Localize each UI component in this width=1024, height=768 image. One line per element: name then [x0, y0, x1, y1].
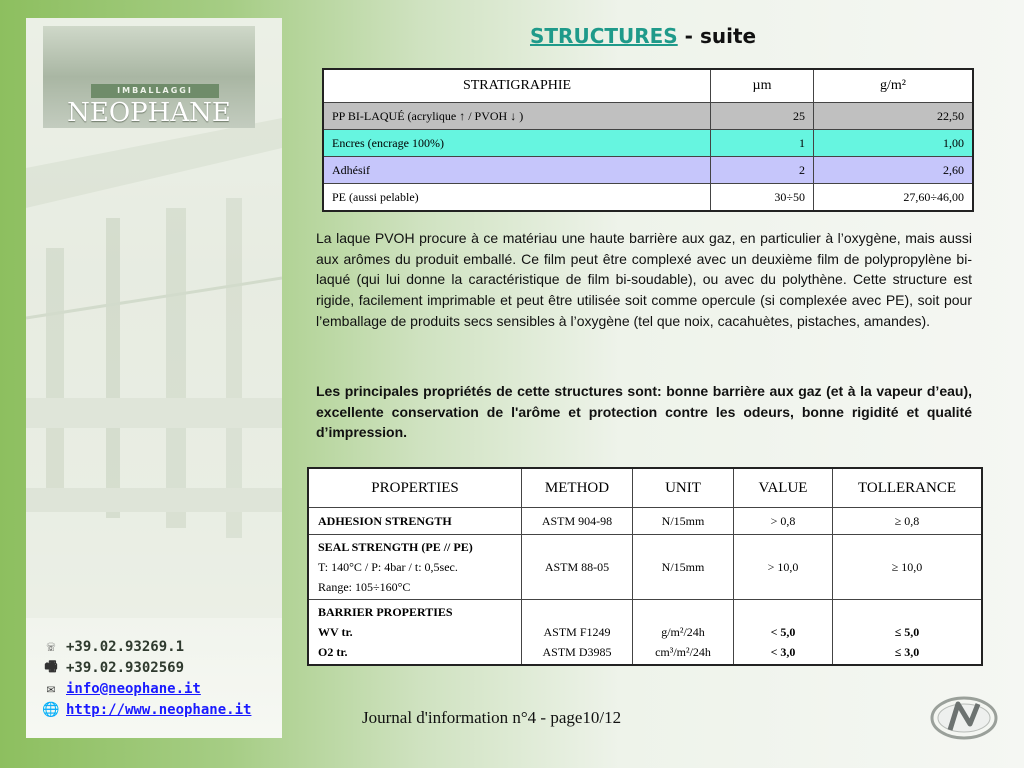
table-row: [323, 103, 973, 130]
logo-name: NEOPHANE: [67, 98, 231, 128]
contact-phone: [36, 636, 276, 657]
fax-number: +39.02.9302569: [66, 659, 185, 676]
layer-weight: 22,50: [814, 103, 974, 130]
layer-name: PP BI-LAQUÉ (acrylique ↑ / PVOH ↓ ): [323, 103, 711, 130]
left-sidebar-panel: [26, 18, 282, 738]
property-tolerance: ≥ 10,0: [833, 535, 983, 600]
seal-conditions: T: 140°C / P: 4bar / t: 0,5sec.: [318, 560, 458, 574]
property-tolerance: ≥ 0,8: [833, 508, 983, 535]
property-tolerance: [833, 600, 983, 666]
unit-header: UNIT: [633, 468, 734, 508]
wv-value: < 5,0: [770, 625, 796, 639]
layer-name: Encres (encrage 100%): [323, 130, 711, 157]
adhesion-label: ADHESION STRENGTH: [318, 514, 452, 528]
contact-block: [36, 636, 276, 720]
email-link[interactable]: info@neophane.it: [66, 680, 201, 697]
contact-website: [36, 699, 276, 720]
property-unit: N/15mm: [633, 535, 734, 600]
properties-header: PROPERTIES: [308, 468, 522, 508]
wv-tolerance: ≤ 5,0: [894, 625, 920, 639]
o2-unit: cm³/m²/24h: [655, 645, 711, 659]
properties-summary-paragraph: Les principales propriétés de cette structures sont: bonne barrière aux gaz (et à la vapeur d’eau), excellente conservation de l'arôme et protection contre les odeurs, bonne rigidité et qualité d’impression.: [316, 383, 972, 441]
method-header: METHOD: [522, 468, 633, 508]
tolerance-header: TOLLERANCE: [833, 468, 983, 508]
stratigraphy-header: STRATIGRAPHIE: [323, 69, 711, 103]
layer-name: Adhésif: [323, 157, 711, 184]
fax-icon: 🖷: [44, 658, 58, 675]
neophane-n-logo-icon: [928, 690, 1000, 746]
gram-header: g/m²: [814, 69, 974, 103]
wv-label: WV tr.: [318, 625, 353, 639]
micron-header: µm: [711, 69, 814, 103]
property-name: [308, 600, 522, 666]
layer-weight: 27,60÷46,00: [814, 184, 974, 212]
property-name: [308, 508, 522, 535]
table-row: [323, 130, 973, 157]
table-row: [308, 535, 982, 600]
contact-email: [36, 678, 276, 699]
barrier-label: BARRIER PROPERTIES: [318, 605, 453, 619]
o2-value: < 3,0: [770, 645, 796, 659]
seal-range: Range: 105÷160°C: [318, 580, 411, 594]
website-link[interactable]: http://www.neophane.it: [66, 701, 252, 718]
description-paragraph: La laque PVOH procure à ce matériau une haute barrière aux gaz, en particulier à l’oxygène, mais aussi aux arômes du produit emballé. Ce film peut être complexé avec un deuxième film de polypropylène bi-laqué (qui lui donne la caractéristique de film bi-soudable), ou avec du polythène. Cette structure est rigide, facilement imprimable et peut être utilisée soit comme opercule (si complexée avec PE), soit pour l’emballage de produits secs sensibles à l’oxygène (tel que noix, cacahuètes, pistaches, amandes).: [316, 230, 972, 329]
table-row: [308, 600, 982, 666]
globe-icon: 🌐: [42, 701, 60, 718]
property-method: [522, 600, 633, 666]
stratigraphy-table: [322, 68, 974, 212]
property-value: > 0,8: [734, 508, 833, 535]
phone-icon: ☏: [46, 638, 56, 655]
layer-thickness: 2: [711, 157, 814, 184]
property-name: [308, 535, 522, 600]
o2-tolerance: ≤ 3,0: [894, 645, 920, 659]
neophane-logo: [43, 26, 255, 128]
property-value: > 10,0: [734, 535, 833, 600]
value-header: VALUE: [734, 468, 833, 508]
table-row: [323, 184, 973, 212]
layer-thickness: 30÷50: [711, 184, 814, 212]
phone-number: +39.02.93269.1: [66, 638, 185, 655]
stratigraphy-header-row: [323, 69, 973, 103]
property-method: ASTM 88-05: [522, 535, 633, 600]
contact-fax: [36, 657, 276, 678]
property-unit: [633, 600, 734, 666]
o2-method: ASTM D3985: [542, 645, 612, 659]
table-row: [308, 508, 982, 535]
property-value: [734, 600, 833, 666]
logo-top-text: IMBALLAGGI: [117, 86, 193, 95]
properties-header-row: [308, 468, 982, 508]
table-row: [323, 157, 973, 184]
page-footer: Journal d'information n°4 - page10/12: [362, 708, 622, 727]
properties-table: [307, 467, 983, 666]
o2-label: O2 tr.: [318, 645, 348, 659]
property-method: ASTM 904-98: [522, 508, 633, 535]
layer-weight: 2,60: [814, 157, 974, 184]
mail-icon: ✉: [46, 680, 56, 697]
layer-thickness: 1: [711, 130, 814, 157]
title-rest: - suite: [677, 24, 757, 48]
layer-thickness: 25: [711, 103, 814, 130]
layer-weight: 1,00: [814, 130, 974, 157]
seal-label: SEAL STRENGTH (PE // PE): [318, 540, 473, 554]
wv-unit: g/m²/24h: [661, 625, 705, 639]
page-title: [530, 24, 756, 48]
property-unit: N/15mm: [633, 508, 734, 535]
layer-name: PE (aussi pelable): [323, 184, 711, 212]
title-highlight: STRUCTURES: [530, 24, 678, 48]
wv-method: ASTM F1249: [543, 625, 611, 639]
